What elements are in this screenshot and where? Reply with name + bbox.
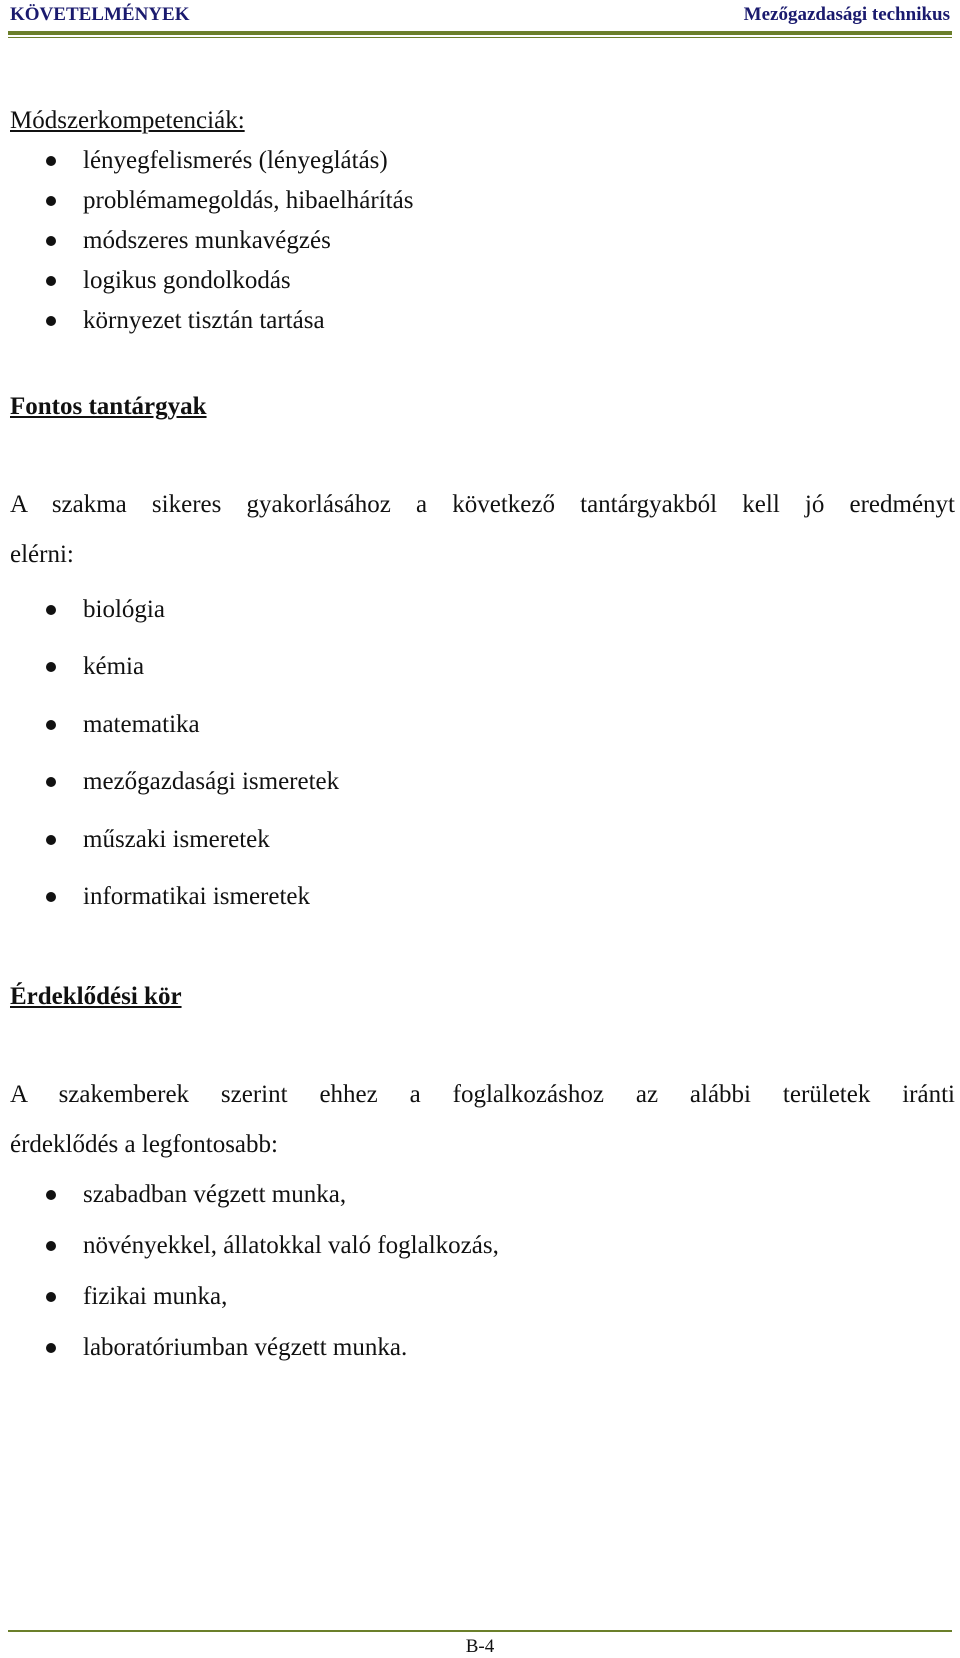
list-item-text: környezet tisztán tartása <box>83 307 325 334</box>
method-competences-heading: Módszerkompetenciák: <box>10 107 245 134</box>
list-item-text: logikus gondolkodás <box>83 267 291 294</box>
interests-intro-line: A szakemberek szerint ehhez a foglalkozáshoz az alábbi területek iránti <box>10 1081 955 1108</box>
list-item-text: informatikai ismeretek <box>83 883 311 910</box>
list-item <box>46 595 165 625</box>
list-item-text: módszeres munkavégzés <box>83 227 331 254</box>
list-item-text: szabadban végzett munka, <box>83 1181 347 1208</box>
list-item <box>46 186 413 216</box>
bullet-icon <box>46 316 56 326</box>
list-item-text: lényegfelismerés (lényeglátás) <box>83 147 388 174</box>
list-item-text: laboratóriumban végzett munka. <box>83 1334 408 1361</box>
list-item-text: kémia <box>83 653 145 680</box>
list-item <box>46 882 310 912</box>
header-section-title: KÖVETELMÉNYEK <box>10 4 190 25</box>
bullet-icon <box>46 276 56 286</box>
interests-heading: Érdeklődési kör <box>10 983 182 1010</box>
bullet-icon <box>46 196 56 206</box>
subjects-intro-line: elérni: <box>10 541 74 568</box>
interests-intro-line: érdeklődés a legfontosabb: <box>10 1131 278 1158</box>
bullet-icon <box>46 236 56 246</box>
list-item <box>46 652 144 682</box>
bullet-icon <box>46 720 56 730</box>
list-item <box>46 1231 499 1261</box>
list-item-text: műszaki ismeretek <box>83 826 270 853</box>
list-item <box>46 710 200 740</box>
list-item <box>46 266 291 296</box>
header-divider-thin <box>8 37 952 38</box>
bullet-icon <box>46 1292 56 1302</box>
header-divider <box>8 31 952 35</box>
subjects-heading: Fontos tantárgyak <box>10 393 207 420</box>
list-item <box>46 1180 346 1210</box>
list-item <box>46 306 325 336</box>
bullet-icon <box>46 835 56 845</box>
list-item <box>46 1282 227 1312</box>
list-item-text: matematika <box>83 711 200 738</box>
list-item-text: biológia <box>83 596 165 623</box>
bullet-icon <box>46 1241 56 1251</box>
list-item-text: mezőgazdasági ismeretek <box>83 768 340 795</box>
list-item <box>46 146 388 176</box>
list-item <box>46 825 270 855</box>
footer-divider <box>8 1630 952 1632</box>
bullet-icon <box>46 662 56 672</box>
bullet-icon <box>46 156 56 166</box>
subjects-intro-line: A szakma sikeres gyakorlásához a következő tantárgyakból kell jó eredményt <box>10 491 955 518</box>
bullet-icon <box>46 1190 56 1200</box>
bullet-icon <box>46 892 56 902</box>
list-item-text: növényekkel, állatokkal való foglalkozás, <box>83 1232 499 1259</box>
list-item <box>46 767 339 797</box>
page-number: B-4 <box>465 1636 495 1657</box>
bullet-icon <box>46 777 56 787</box>
list-item-text: fizikai munka, <box>83 1283 228 1310</box>
list-item <box>46 226 331 256</box>
header-document-title: Mezőgazdasági technikus <box>743 4 950 25</box>
list-item-text: problémamegoldás, hibaelhárítás <box>83 187 414 214</box>
list-item <box>46 1333 407 1363</box>
bullet-icon <box>46 1343 56 1353</box>
bullet-icon <box>46 605 56 615</box>
